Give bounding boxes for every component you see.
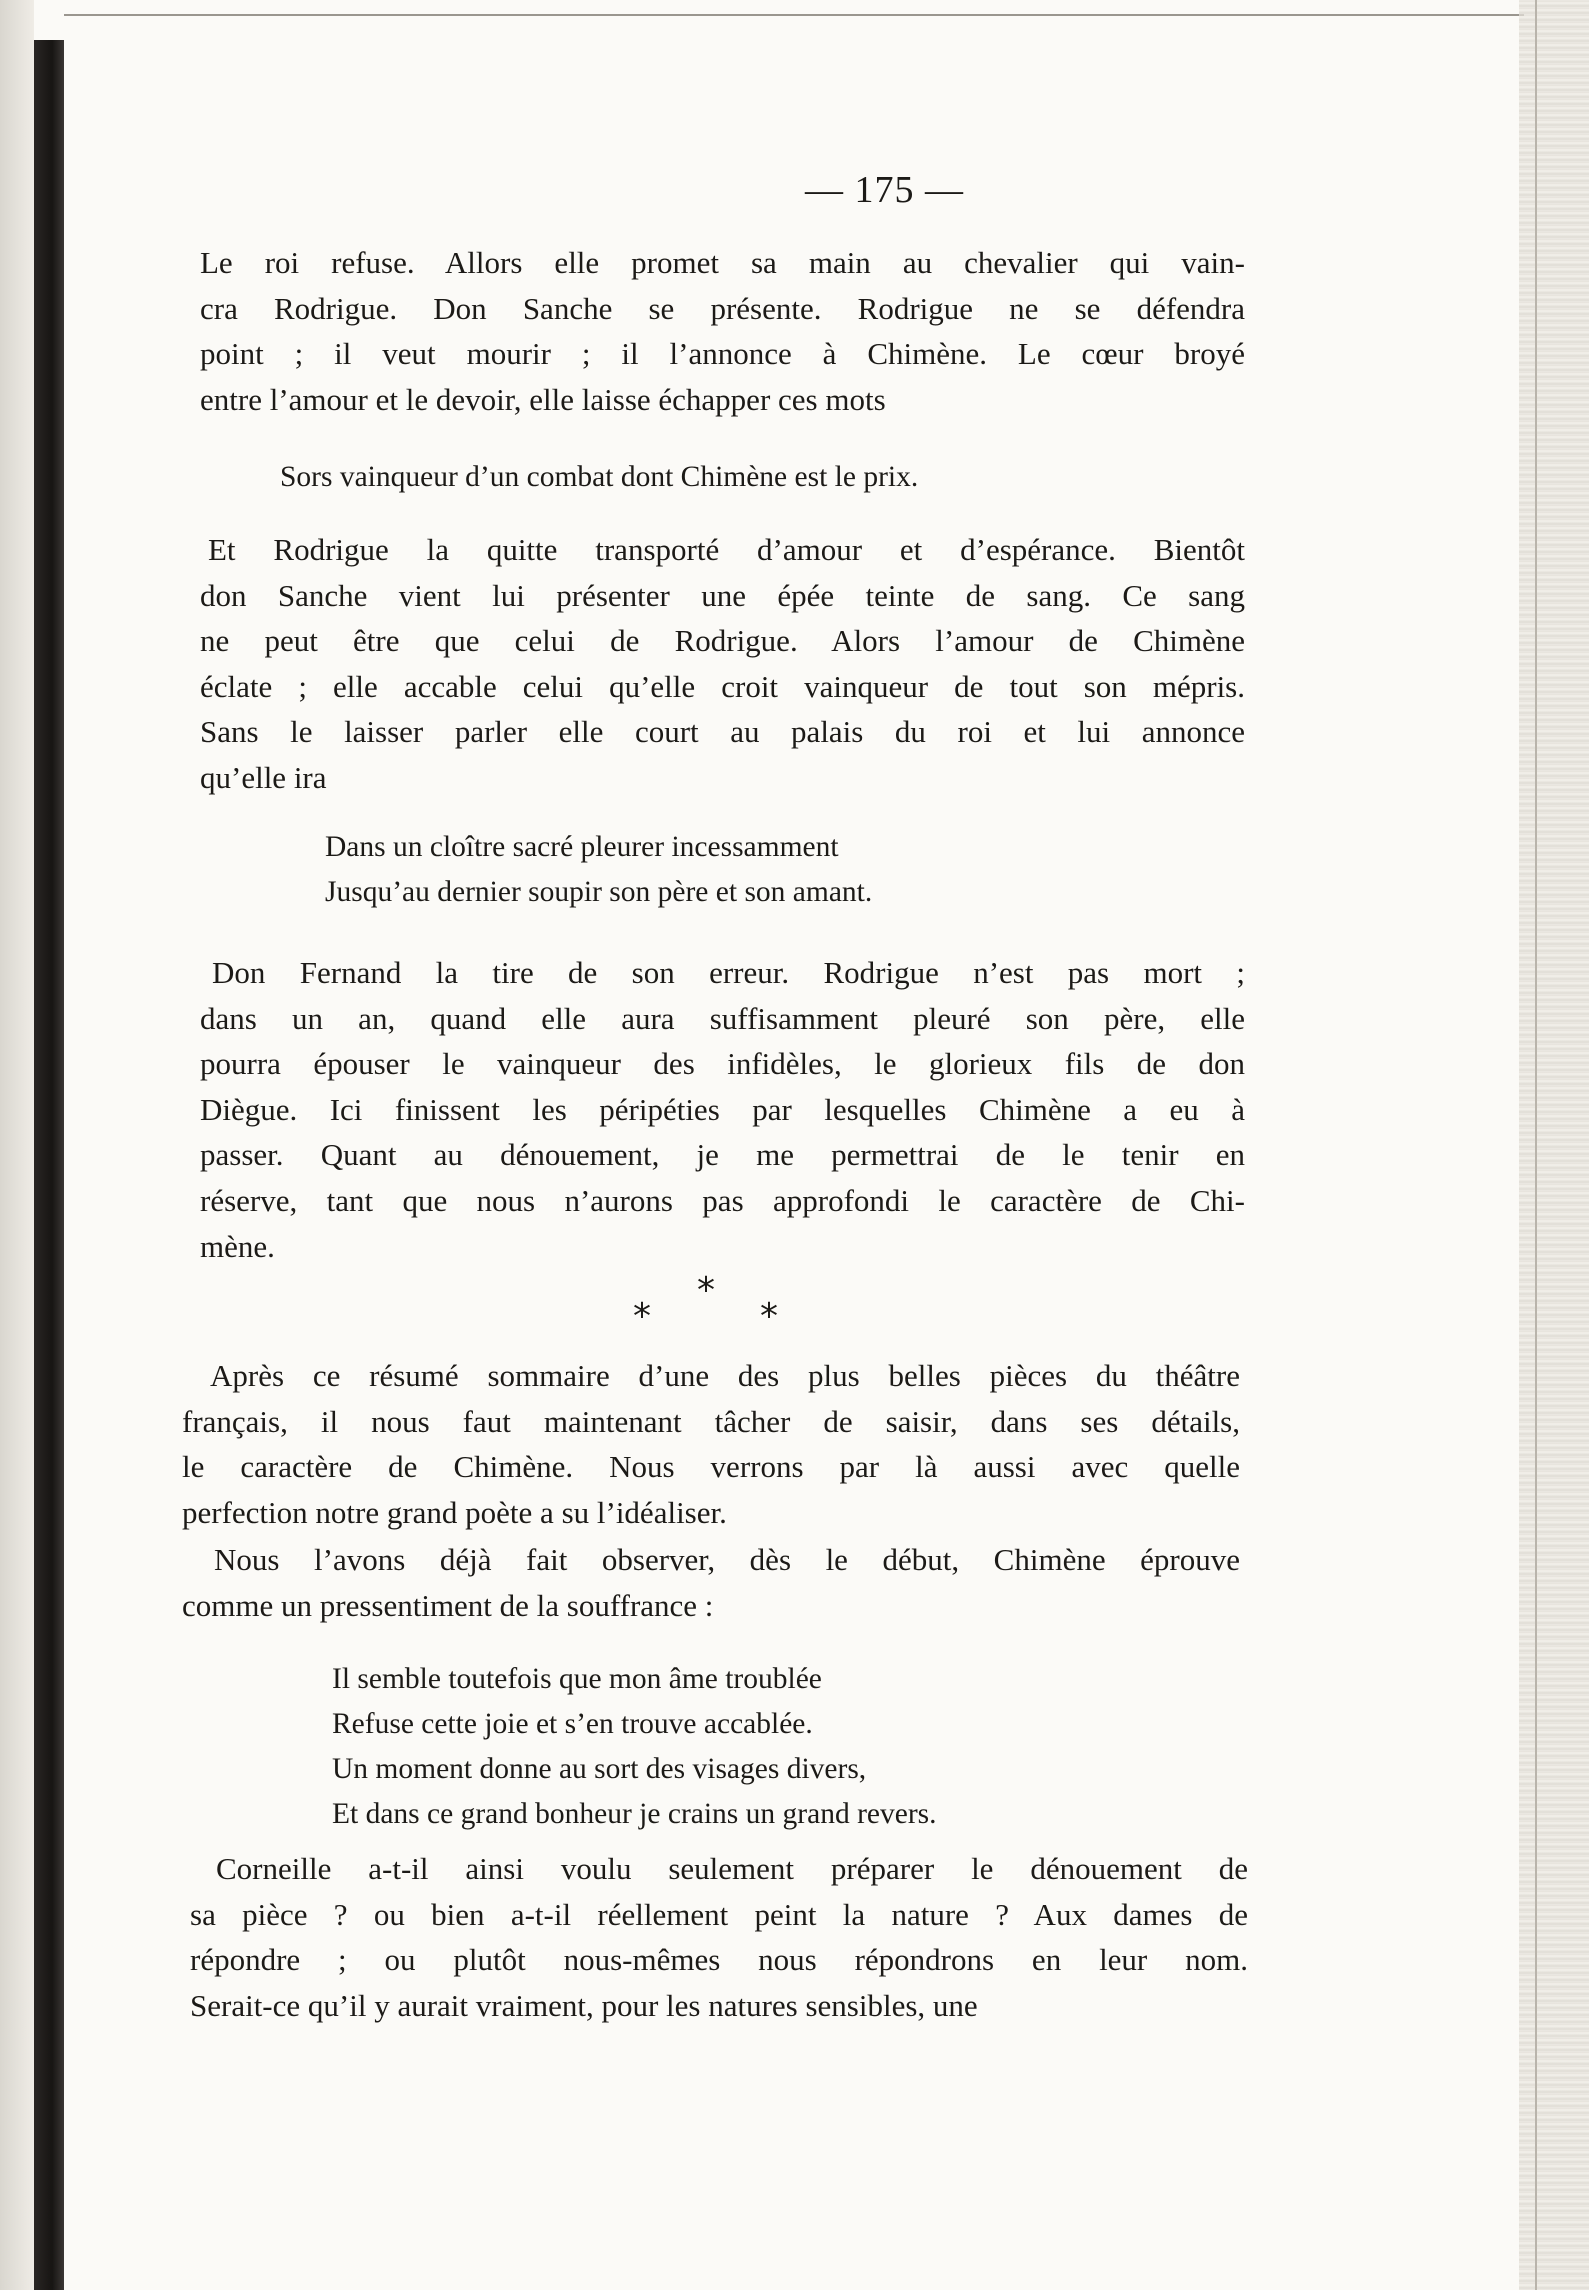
text-line: dans un an, quand elle aura suffisamment pleuré son père, elle: [200, 1000, 1245, 1036]
text-line: éclate ; elle accable celui qu’elle croit vainqueur de tout son mépris.: [200, 668, 1245, 704]
section-break: [0, 1270, 1589, 1340]
right-edge-line: [1535, 0, 1537, 2290]
paragraph-1: [200, 240, 1245, 422]
verse-quote-1: [280, 455, 918, 500]
text-line: entre l’amour et le devoir, elle laisse échapper ces mots: [200, 381, 886, 417]
verse-line: Sors vainqueur d’un combat dont Chimène est le prix.: [280, 461, 919, 493]
paragraph-2: [200, 527, 1245, 801]
text-line: Après ce résumé sommaire d’une des plus belles pièces du théâtre: [210, 1358, 1240, 1393]
text-line: répondre ; ou plutôt nous-mêmes nous répondrons en leur nom.: [190, 1942, 1248, 1978]
text-line: Serait-ce qu’il y aurait vraiment, pour les natures sensibles, une: [190, 1987, 978, 2023]
verse-line: Jusqu’au dernier soupir son père et son amant.: [325, 876, 873, 908]
verse-line: Et dans ce grand bonheur je crains un grand revers.: [332, 1798, 937, 1830]
text-line: pourra épouser le vainqueur des infidèles, le glorieux fils de don: [200, 1046, 1245, 1082]
paragraph-6: [190, 1846, 1248, 2028]
text-line: perfection notre grand poète a su l’idéaliser.: [182, 1494, 727, 1530]
text-line: Nous l’avons déjà fait observer, dès le début, Chimène éprouve: [214, 1542, 1240, 1577]
asterisk: *: [697, 1270, 715, 1311]
asterisk: *: [760, 1296, 778, 1337]
text-line: Don Fernand la tire de son erreur. Rodrigue n’est pas mort ;: [212, 955, 1245, 990]
paragraph-3: [200, 950, 1245, 1269]
right-page-edge: [1519, 0, 1589, 2290]
text-line: le caractère de Chimène. Nous verrons par là aussi avec quelle: [182, 1449, 1240, 1485]
text-line: Diègue. Ici finissent les péripéties par lesquelles Chimène a eu à: [200, 1091, 1245, 1127]
asterisk: *: [633, 1296, 651, 1337]
verse-quote-2: [325, 825, 872, 915]
text-line: Le roi refuse. Allors elle promet sa main au chevalier qui vain-: [200, 245, 1245, 280]
text-line: Et Rodrigue la quitte transporté d’amour et d’espérance. Bientôt: [208, 532, 1245, 567]
binding-shadow: [0, 0, 34, 2290]
text-line: Corneille a-t-il ainsi voulu seulement préparer le dénouement de: [216, 1851, 1248, 1886]
text-line: qu’elle ira: [200, 759, 327, 795]
paragraph-4: [182, 1353, 1240, 1535]
text-line: mène.: [200, 1228, 275, 1264]
paragraph-5: [182, 1537, 1240, 1628]
text-line: français, il nous faut maintenant tâcher de saisir, dans ses détails,: [182, 1403, 1240, 1439]
verse-line: Il semble toutefois que mon âme troublée: [332, 1663, 822, 1695]
text-line: sa pièce ? ou bien a-t-il réellement peint la nature ? Aux dames de: [190, 1896, 1248, 1932]
verse-line: Refuse cette joie et s’en trouve accablée.: [332, 1708, 813, 1740]
text-line: point ; il veut mourir ; il l’annonce à Chimène. Le cœur broyé: [200, 336, 1245, 372]
text-line: ne peut être que celui de Rodrigue. Alors l’amour de Chimène: [200, 623, 1245, 659]
page-number: [0, 168, 1589, 212]
text-line: Sans le laisser parler elle court au palais du roi et lui annonce: [200, 714, 1245, 750]
text-line: réserve, tant que nous n’aurons pas approfondi le caractère de Chi-: [200, 1182, 1245, 1218]
page-number-text: — 175 —: [805, 169, 964, 211]
text-line: cra Rodrigue. Don Sanche se présente. Rodrigue ne se défendra: [200, 290, 1245, 326]
verse-line: Un moment donne au sort des visages divers,: [332, 1753, 867, 1785]
binding-edge: [34, 40, 64, 2290]
text-line: don Sanche vient lui présenter une épée teinte de sang. Ce sang: [200, 577, 1245, 613]
text-line: comme un pressentiment de la souffrance :: [182, 1587, 714, 1623]
verse-quote-3: [332, 1657, 937, 1837]
text-line: passer. Quant au dénouement, je me permettrai de le tenir en: [200, 1137, 1245, 1173]
verse-line: Dans un cloître sacré pleurer incessamment: [325, 831, 839, 863]
top-page-edge: [64, 14, 1524, 16]
